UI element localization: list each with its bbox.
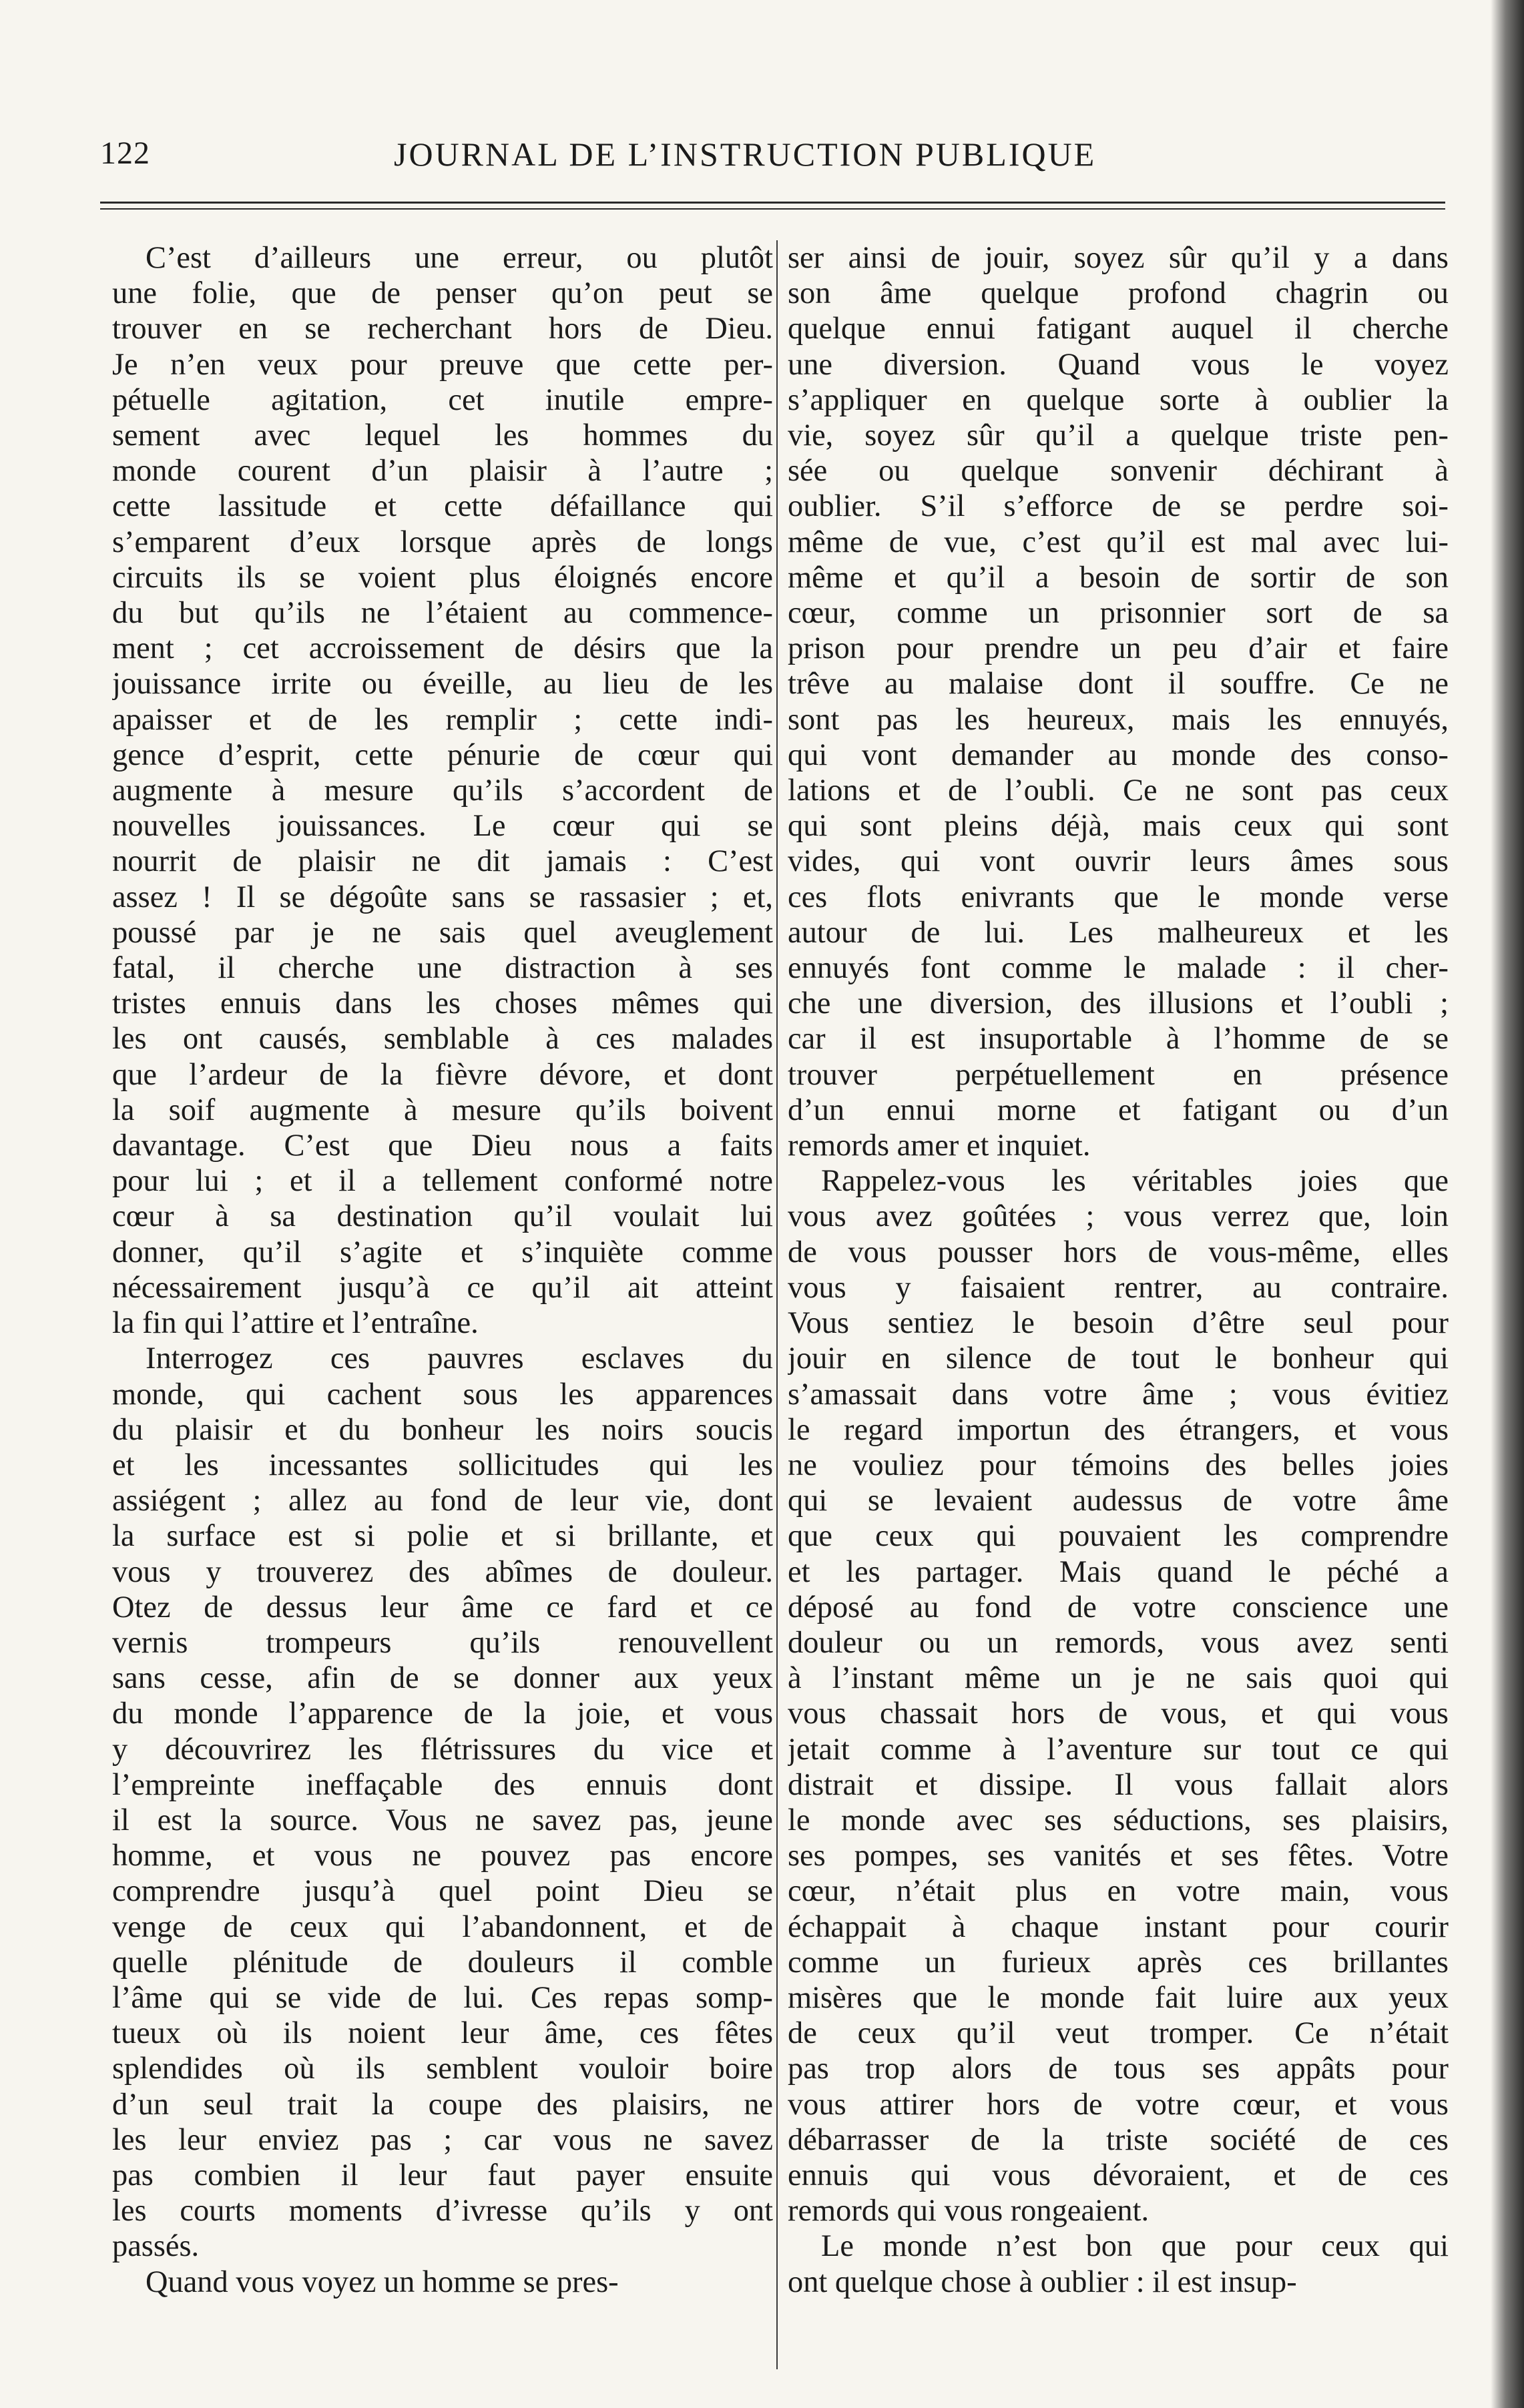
text-line: car il est insuportable à l’homme de se xyxy=(788,1022,1449,1057)
text-line: les courts moments d’ivresse qu’ils y ont xyxy=(112,2194,773,2228)
text-line: qui se levaient audessus de votre âme xyxy=(788,1484,1449,1518)
right-column xyxy=(788,240,1449,2300)
header-rule-bottom xyxy=(100,208,1445,210)
text-line: jouissance irrite ou éveille, au lieu de les xyxy=(112,667,773,701)
text-line: passés. xyxy=(112,2229,200,2264)
text-line: cœur à sa destination qu’il voulait lui xyxy=(112,1199,773,1234)
text-line: davantage. C’est que Dieu nous a faits xyxy=(112,1129,773,1163)
text-line: fatal, il cherche une distraction à ses xyxy=(112,951,773,986)
text-line: pour lui ; et il a tellement conformé notre xyxy=(112,1164,773,1199)
text-line: pas trop alors de tous ses appâts pour xyxy=(788,2052,1449,2086)
text-line: venge de ceux qui l’abandonnent, et de xyxy=(112,1909,773,1944)
text-line: donner, qu’il s’agite et s’inquiète comme xyxy=(112,1235,773,1269)
text-line: trêve au malaise dont il souffre. Ce ne xyxy=(788,667,1449,701)
text-line: la surface est si polie et si brillante, et xyxy=(112,1519,773,1554)
text-line: ont quelque chose à oublier : il est insup- xyxy=(788,2265,1297,2299)
text-line: la fin qui l’attire et l’entraîne. xyxy=(112,1306,479,1341)
text-line: de vous pousser hors de vous-même, elles xyxy=(788,1235,1449,1269)
text-line: à l’instant même un je ne sais quoi qui xyxy=(788,1661,1449,1696)
text-line: vous y trouverez des abîmes de douleur. xyxy=(112,1554,773,1589)
text-line: Quand vous voyez un homme se pres- xyxy=(146,2265,619,2299)
text-line: ses pompes, ses vanités et ses fêtes. Votre xyxy=(788,1839,1449,1873)
text-line: misères que le monde fait luire aux yeux xyxy=(788,1980,1449,2015)
text-line: assiégent ; allez au fond de leur vie, dont xyxy=(112,1484,773,1518)
page-number: 122 xyxy=(100,135,150,171)
text-line: ne vouliez pour témoins des belles joies xyxy=(788,1448,1449,1482)
text-line: remords amer et inquiet. xyxy=(788,1129,1091,1163)
text-line: tristes ennuis dans les choses mêmes qui xyxy=(112,986,773,1021)
running-head: JOURNAL DE L’INSTRUCTION PUBLIQUE xyxy=(394,135,1097,173)
text-line: assez ! Il se dégoûte sans se rassasier ; et, xyxy=(112,880,773,914)
text-line: il est la source. Vous ne savez pas, jeune xyxy=(112,1803,773,1837)
text-line: monde, qui cachent sous les apparences xyxy=(112,1377,773,1412)
text-line: qui sont pleins déjà, mais ceux qui sont xyxy=(788,809,1449,844)
text-line: apaisser et de les remplir ; cette indi- xyxy=(112,702,773,737)
text-line: Vous sentiez le besoin d’être seul pour xyxy=(788,1306,1449,1341)
text-line: vous chassait hors de vous, et qui vous xyxy=(788,1697,1449,1731)
text-line: vous attirer hors de votre cœur, et vous xyxy=(788,2087,1449,2122)
text-line: quelle plénitude de douleurs il comble xyxy=(112,1945,773,1980)
text-line: même de vue, c’est qu’il est mal avec lui- xyxy=(788,525,1449,559)
text-line: que l’ardeur de la fièvre dévore, et dont xyxy=(112,1057,773,1092)
text-line: et les partager. Mais quand le péché a xyxy=(788,1554,1449,1589)
page-header xyxy=(100,127,1429,187)
text-line: vous y faisaient rentrer, au contraire. xyxy=(788,1270,1449,1305)
text-line: la soif augmente à mesure qu’ils boivent xyxy=(112,1093,773,1127)
text-line: circuits ils se voient plus éloignés encore xyxy=(112,560,773,595)
text-line: Interrogez ces pauvres esclaves du xyxy=(146,1341,773,1376)
column-divider xyxy=(776,240,778,2369)
text-line: autour de lui. Les malheureux et les xyxy=(788,915,1449,950)
text-line: débarrasser de la triste société de ces xyxy=(788,2122,1449,2157)
text-line: distrait et dissipe. Il vous fallait alors xyxy=(788,1767,1449,1802)
text-line: du monde l’apparence de la joie, et vous xyxy=(112,1697,773,1731)
text-line: sans cesse, afin de se donner aux yeux xyxy=(112,1661,773,1696)
text-line: son âme quelque profond chagrin ou xyxy=(788,276,1449,311)
text-line: l’empreinte ineffaçable des ennuis dont xyxy=(112,1767,773,1802)
text-line: ennuis qui vous dévoraient, et de ces xyxy=(788,2158,1449,2192)
text-line: vernis trompeurs qu’ils renouvellent xyxy=(112,1625,773,1660)
text-line: du but qu’ils ne l’étaient au commence- xyxy=(112,596,773,631)
text-line: splendides où ils semblent vouloir boire xyxy=(112,2052,773,2086)
text-line: sont pas les heureux, mais les ennuyés, xyxy=(788,702,1449,737)
left-column xyxy=(112,240,773,2300)
header-rule-top xyxy=(100,202,1445,204)
text-line: déposé au fond de votre conscience une xyxy=(788,1590,1449,1624)
text-line: cette lassitude et cette défaillance qui xyxy=(112,489,773,524)
text-line: que ceux qui pouvaient les comprendre xyxy=(788,1519,1449,1554)
text-line: C’est d’ailleurs une erreur, ou plutôt xyxy=(146,241,773,275)
text-line: comme un furieux après ces brillantes xyxy=(788,1945,1449,1980)
text-line: jouir en silence de tout le bonheur qui xyxy=(788,1341,1449,1376)
text-line: cœur, n’était plus en votre main, vous xyxy=(788,1874,1449,1909)
text-line: s’amassait dans votre âme ; vous évitiez xyxy=(788,1377,1449,1412)
text-line: échappait à chaque instant pour courir xyxy=(788,1909,1449,1944)
text-line: une folie, que de penser qu’on peut se xyxy=(112,276,773,311)
text-line: nouvelles jouissances. Le cœur qui se xyxy=(112,809,773,844)
text-line: quelque ennui fatigant auquel il cherche xyxy=(788,312,1449,346)
text-line: douleur ou un remords, vous avez senti xyxy=(788,1625,1449,1660)
text-line: cœur, comme un prisonnier sort de sa xyxy=(788,596,1449,631)
text-line: l’âme qui se vide de lui. Ces repas somp- xyxy=(112,1980,773,2015)
text-line: y découvrirez les flétrissures du vice et xyxy=(112,1732,773,1767)
text-line: pas combien il leur faut payer ensuite xyxy=(112,2158,773,2192)
text-line: pétuelle agitation, cet inutile empre- xyxy=(112,382,773,417)
text-line: tueux où ils noient leur âme, ces fêtes xyxy=(112,2016,773,2051)
text-line: che une diversion, des illusions et l’oubli ; xyxy=(788,986,1449,1021)
text-line: de ceux qu’il veut tromper. Ce n’était xyxy=(788,2016,1449,2051)
text-line: homme, et vous ne pouvez pas encore xyxy=(112,1839,773,1873)
text-line: d’un ennui morne et fatigant ou d’un xyxy=(788,1093,1449,1127)
text-line: trouver perpétuellement en présence xyxy=(788,1057,1449,1092)
text-line: Rappelez-vous les véritables joies que xyxy=(821,1164,1449,1199)
scan-shadow-edge xyxy=(1491,0,1524,2408)
text-line: jetait comme à l’aventure sur tout ce qui xyxy=(788,1732,1449,1767)
text-line: gence d’esprit, cette pénurie de cœur qui xyxy=(112,737,773,772)
text-line: Le monde n’est bon que pour ceux qui xyxy=(821,2229,1449,2264)
text-line: monde courent d’un plaisir à l’autre ; xyxy=(112,454,773,489)
text-line: oublier. S’il s’efforce de se perdre soi- xyxy=(788,489,1449,524)
text-line: trouver en se recherchant hors de Dieu. xyxy=(112,312,773,346)
text-line: sement avec lequel les hommes du xyxy=(112,418,773,453)
text-line: qui vont demander au monde des conso- xyxy=(788,737,1449,772)
text-line: poussé par je ne sais quel aveuglement xyxy=(112,915,773,950)
text-line: d’un seul trait la coupe des plaisirs, ne xyxy=(112,2087,773,2122)
text-line: du plaisir et du bonheur les noirs soucis xyxy=(112,1412,773,1447)
text-line: ennuyés font comme le malade : il cher- xyxy=(788,951,1449,986)
text-line: vie, soyez sûr qu’il a quelque triste pen- xyxy=(788,418,1449,453)
text-line: s’appliquer en quelque sorte à oublier la xyxy=(788,382,1449,417)
text-line: les leur enviez pas ; car vous ne savez xyxy=(112,2122,773,2157)
text-line: le monde avec ses séductions, ses plaisirs, xyxy=(788,1803,1449,1837)
text-line: sée ou quelque sonvenir déchirant à xyxy=(788,454,1449,489)
text-line: comprendre jusqu’à quel point Dieu se xyxy=(112,1874,773,1909)
text-line: s’emparent d’eux lorsque après de longs xyxy=(112,525,773,559)
text-line: les ont causés, semblable à ces malades xyxy=(112,1022,773,1057)
text-line: nourrit de plaisir ne dit jamais : C’est xyxy=(112,844,773,879)
text-line: augmente à mesure qu’ils s’accordent de xyxy=(112,774,773,808)
text-line: prison pour prendre un peu d’air et faire xyxy=(788,631,1449,666)
text-line: vides, qui vont ouvrir leurs âmes sous xyxy=(788,844,1449,879)
text-line: nécessairement jusqu’à ce qu’il ait atteint xyxy=(112,1270,773,1305)
text-line: et les incessantes sollicitudes qui les xyxy=(112,1448,773,1482)
text-line: même et qu’il a besoin de sortir de son xyxy=(788,560,1449,595)
text-line: vous avez goûtées ; vous verrez que, loin xyxy=(788,1199,1449,1234)
text-line: remords qui vous rongeaient. xyxy=(788,2194,1150,2228)
text-line: ces flots enivrants que le monde verse xyxy=(788,880,1449,914)
text-line: lations et de l’oubli. Ce ne sont pas ceux xyxy=(788,774,1449,808)
text-line: Otez de dessus leur âme ce fard et ce xyxy=(112,1590,773,1624)
text-line: Je n’en veux pour preuve que cette per- xyxy=(112,347,773,382)
text-line: une diversion. Quand vous le voyez xyxy=(788,347,1449,382)
text-line: ser ainsi de jouir, soyez sûr qu’il y a dans xyxy=(788,241,1449,275)
text-line: ment ; cet accroissement de désirs que la xyxy=(112,631,773,666)
text-line: le regard importun des étrangers, et vous xyxy=(788,1412,1449,1447)
